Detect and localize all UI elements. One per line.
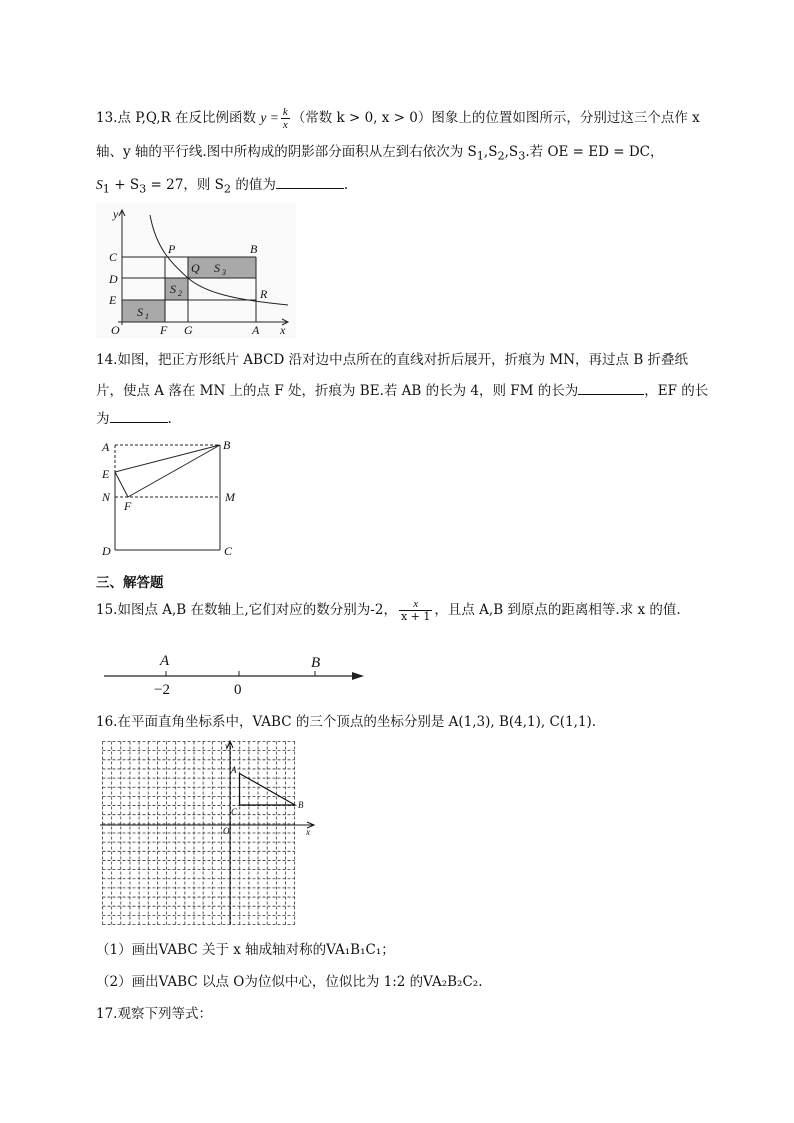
q16-sub1: （1）画出VABC 关于 x 轴成轴对称的VA₁B₁C₁； <box>96 942 395 958</box>
q13-label-B: B <box>250 242 258 256</box>
q13-label-E: E <box>109 293 117 307</box>
q14-ef-blank[interactable] <box>110 408 168 423</box>
q13-sub1: 1 <box>476 149 484 163</box>
q13-label-S2-sub: 2 <box>178 289 182 298</box>
q13-frac-den: x <box>282 119 288 131</box>
q16-label-C: C <box>231 807 238 817</box>
q14-line2-b: ，EF 的长 <box>644 383 709 399</box>
q16-label-A: A <box>231 765 237 775</box>
q15-number-line <box>100 648 370 698</box>
q16-line: 16.在平面直角坐标系中，VABC 的三个顶点的坐标分别是 A(1,3), B(4,1), C(1,1). <box>96 714 597 730</box>
q13-line2 <box>96 142 663 167</box>
q14-label-B: B <box>223 438 231 452</box>
q14-segment-EF <box>115 472 128 497</box>
q13-line2-d: .若 OE = ED = DC， <box>525 144 664 160</box>
q14-line2-a: 片，使点 A 落在 MN 上的点 F 处，折痕为 BE.若 AB 的长为 4，则 FM 的长为 <box>96 383 579 399</box>
q13-label-S2: S <box>170 282 176 296</box>
q14-label-D: D <box>102 544 111 558</box>
q14-label-C: C <box>224 544 233 558</box>
q13-label-A: A <box>252 323 260 337</box>
q13-label-R: R <box>260 287 268 301</box>
q13-label-S3: S <box>214 261 220 275</box>
q16-grid-figure <box>96 738 326 928</box>
q15-text-b: ，且点 A,B 到原点的距离相等.求 x 的值. <box>434 602 681 618</box>
q13-sub3: 3 <box>518 149 526 163</box>
q13-l3-sub1: 1 <box>102 182 110 196</box>
q13-l3-sub2: 2 <box>223 182 232 196</box>
q13-shade-s1 <box>122 300 165 322</box>
q15-label-minus2: −2 <box>154 682 170 698</box>
q15-label-A: A <box>160 653 170 669</box>
q13-answer-blank[interactable] <box>276 174 344 189</box>
q13-label-F: F <box>160 323 168 337</box>
q13-s-d: 的值为 <box>231 177 276 193</box>
q13-y-eq: y = <box>260 110 279 125</box>
q15-label-B: B <box>311 655 321 671</box>
q13-text-b: （常数 k > 0, x > 0）图象上的位置如图所示，分别过这三个点作 x <box>291 110 700 126</box>
q16-label-x: x <box>306 827 310 837</box>
q13-s-b: + S <box>109 177 140 193</box>
q13-figure <box>96 203 296 338</box>
q15-frac-den: x + 1 <box>400 610 431 623</box>
q14-line3-b: . <box>167 411 172 427</box>
q15-line <box>96 598 681 623</box>
q15-label-zero: 0 <box>234 682 242 698</box>
q15-fraction <box>399 598 432 623</box>
q13-label-S3-sub: 3 <box>222 268 226 277</box>
q13-line3 <box>96 174 348 200</box>
q13-s-a: S <box>96 177 103 192</box>
q13-sub2: 2 <box>497 149 505 163</box>
q13-label-P: P <box>168 242 176 256</box>
q14-line2 <box>96 380 708 401</box>
q14-label-M: M <box>225 490 235 504</box>
q13-label-D: D <box>109 272 118 286</box>
q13-l3-sub3: 3 <box>139 182 147 196</box>
q13-label-S1-sub: 1 <box>145 312 149 321</box>
q13-s-e: . <box>343 177 349 193</box>
q16-grid-lines <box>103 742 295 925</box>
q13-fraction <box>281 106 290 131</box>
q15-arrow <box>352 672 364 680</box>
q14-segment-FB <box>128 445 220 497</box>
q13-s-c: = 27，则 S <box>146 177 224 193</box>
q13-line2-b: ,S <box>483 144 498 160</box>
q14-figure <box>98 436 248 566</box>
q13-label-x: x <box>280 323 286 337</box>
q14-label-A: A <box>102 440 110 454</box>
q15-text-a: 15.如图点 A,B 在数轴上,它们对应的数分别为-2， <box>96 602 397 618</box>
q13-label-y: y <box>113 207 119 221</box>
q13-label-C: C <box>109 250 118 264</box>
q14-line3-a: 为 <box>96 411 110 427</box>
q14-line3 <box>96 408 172 429</box>
q14-label-N: N <box>102 490 111 504</box>
q14-crease-BE <box>115 445 220 472</box>
q14-fm-blank[interactable] <box>578 380 644 395</box>
q13-text-a: 13.点 P,Q,R 在反比例函数 <box>96 110 261 126</box>
q13-shade-s2 <box>165 278 188 300</box>
q16-label-y: y <box>225 741 229 751</box>
q13-line2-c: ,S <box>504 144 519 160</box>
q14-label-E: E <box>102 467 110 481</box>
q13-frac-num: k <box>282 106 288 118</box>
q13-label-S1: S <box>137 305 143 319</box>
q13-line1 <box>96 106 700 131</box>
q17-line: 17.观察下列等式： <box>96 1006 212 1022</box>
q15-frac-num: x <box>399 598 432 611</box>
section-heading: 三、解答题 <box>96 575 164 591</box>
q16-label-O: O <box>223 826 230 836</box>
q14-line1: 14.如图，把正方形纸片 ABCD 沿对边中点所在的直线对折后展开，折痕为 MN，再过点 B 折叠纸 <box>96 352 689 368</box>
q14-label-F: F <box>124 499 132 513</box>
q13-line2-a: 轴、y 轴的平行线.图中所构成的阴影部分面积从左到右依次为 S <box>96 144 477 160</box>
q16-label-B: B <box>298 800 304 810</box>
q16-sub2: （2）画出VABC 以点 O为位似中心，位似比为 1:2 的VA₂B₂C₂. <box>96 974 483 990</box>
q13-label-G: G <box>184 323 193 337</box>
q13-label-Q: Q <box>191 261 200 275</box>
q13-label-O: O <box>111 323 120 337</box>
